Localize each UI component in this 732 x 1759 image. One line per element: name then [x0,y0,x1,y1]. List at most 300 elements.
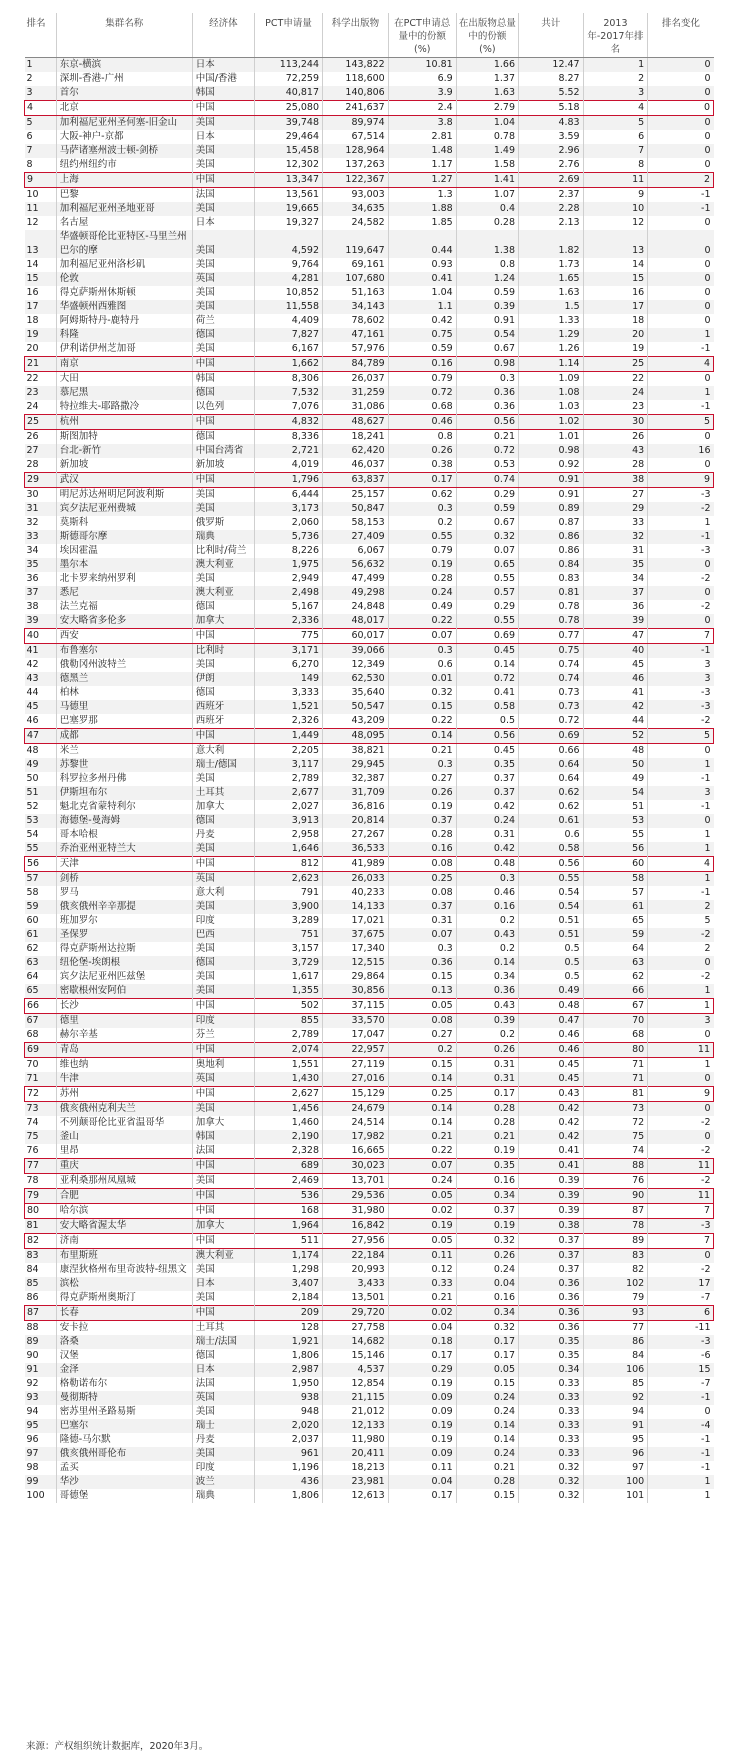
rank-change-cell: -2 [648,572,714,586]
rank-cell: 71 [25,1072,57,1087]
publication-share-cell: 2.79 [456,100,518,115]
rank-cell: 54 [25,828,57,842]
publication-share-cell: 0.26 [456,1248,518,1263]
publication-share-cell: 0.28 [456,1101,518,1116]
rank-cell: 98 [25,1461,57,1475]
prior-rank-cell: 81 [583,1086,648,1101]
economy-cell: 德国 [192,1349,254,1363]
rank-change-cell: 0 [648,956,714,970]
economy-cell: 瑞士/德国 [192,758,254,772]
rank-cell: 35 [25,558,57,572]
total-cell: 0.58 [519,842,584,857]
economy-cell: 美国 [192,202,254,216]
prior-rank-cell: 30 [583,414,648,429]
prior-rank-cell: 26 [583,429,648,444]
table-row [25,144,714,158]
rank-change-cell: 1 [648,984,714,999]
rank-change-cell: 5 [648,914,714,928]
rank-cell: 67 [25,1013,57,1028]
cluster-name-cell: 加利福尼亚州圣何塞-旧金山 [56,115,192,130]
publication-share-cell: 0.35 [456,1158,518,1173]
pct-applications-cell: 209 [255,1305,323,1320]
rank-cell: 86 [25,1291,57,1306]
publications-cell: 12,349 [323,658,389,672]
rank-change-cell: 0 [648,558,714,572]
publications-cell: 21,012 [323,1405,389,1419]
publications-cell: 14,682 [323,1335,389,1349]
pct-applications-cell: 1,456 [255,1101,323,1116]
rank-cell: 77 [25,1158,57,1173]
table-row [25,886,714,900]
rank-cell: 68 [25,1028,57,1043]
table-row [25,530,714,544]
publications-cell: 17,340 [323,942,389,956]
total-cell: 0.32 [519,1461,584,1475]
table-row [25,786,714,800]
pct-share-cell: 1.48 [388,144,456,158]
publications-cell: 137,263 [323,158,389,173]
prior-rank-cell: 80 [583,1042,648,1057]
table-row [25,628,714,643]
economy-cell: 美国 [192,158,254,173]
economy-cell: 中国 [192,1042,254,1057]
table-row [25,558,714,572]
cluster-name-cell: 加利福尼亚州圣地亚哥 [56,202,192,216]
prior-rank-cell: 46 [583,672,648,686]
rank-cell: 100 [25,1489,57,1503]
publications-cell: 67,514 [323,130,389,144]
pct-share-cell: 0.28 [388,828,456,842]
publications-cell: 14,133 [323,900,389,914]
cluster-name-cell: 大阪-神户-京都 [56,130,192,144]
total-cell: 1.82 [519,230,584,258]
table-row [25,1433,714,1447]
publication-share-cell: 0.28 [456,216,518,230]
economy-cell: 中国 [192,856,254,871]
rank-change-cell: 1 [648,758,714,772]
pct-share-cell: 0.28 [388,572,456,586]
pct-applications-cell: 1,662 [255,356,323,371]
pct-applications-cell: 791 [255,886,323,900]
pct-share-cell: 0.3 [388,758,456,772]
header-cluster-name: 集群名称 [56,13,192,57]
cluster-name-cell: 华盛顿州西雅图 [56,300,192,314]
rank-cell: 95 [25,1419,57,1433]
cluster-name-cell: 新加坡 [56,458,192,473]
publications-cell: 20,411 [323,1447,389,1461]
rank-change-cell: 15 [648,1363,714,1377]
rank-cell: 72 [25,1086,57,1101]
pct-applications-cell: 2,037 [255,1433,323,1447]
prior-rank-cell: 63 [583,956,648,970]
pct-share-cell: 0.55 [388,530,456,544]
total-cell: 12.47 [519,57,584,72]
publications-cell: 31,259 [323,386,389,400]
pct-share-cell: 0.37 [388,900,456,914]
rank-change-cell: 0 [648,216,714,230]
table-row [25,700,714,714]
economy-cell: 印度 [192,914,254,928]
rank-change-cell: 0 [648,314,714,328]
cluster-name-cell: 斯德哥尔摩 [56,530,192,544]
total-cell: 0.51 [519,914,584,928]
prior-rank-cell: 84 [583,1349,648,1363]
rank-cell: 23 [25,386,57,400]
pct-applications-cell: 113,244 [255,57,323,72]
total-cell: 0.54 [519,886,584,900]
publication-share-cell: 0.21 [456,1461,518,1475]
publication-share-cell: 1.37 [456,72,518,86]
pct-share-cell: 0.01 [388,672,456,686]
rank-cell: 97 [25,1447,57,1461]
table-row [25,115,714,130]
prior-rank-cell: 94 [583,1405,648,1419]
total-cell: 1.08 [519,386,584,400]
prior-rank-cell: 55 [583,828,648,842]
economy-cell: 英国 [192,1072,254,1087]
table-row [25,328,714,342]
prior-rank-cell: 49 [583,772,648,786]
cluster-name-cell: 埃因霍温 [56,544,192,558]
table-row [25,57,714,72]
pct-applications-cell: 9,764 [255,258,323,272]
table-row [25,758,714,772]
economy-cell: 美国 [192,1447,254,1461]
pct-applications-cell: 2,623 [255,871,323,886]
pct-applications-cell: 2,469 [255,1173,323,1188]
table-row [25,1116,714,1130]
cluster-name-cell: 伦敦 [56,272,192,286]
rank-cell: 11 [25,202,57,216]
cluster-name-cell: 马德里 [56,700,192,714]
rank-change-cell: 0 [648,130,714,144]
pct-applications-cell: 4,281 [255,272,323,286]
table-row [25,1475,714,1489]
total-cell: 0.62 [519,800,584,814]
table-row [25,172,714,187]
total-cell: 0.45 [519,1072,584,1087]
prior-rank-cell: 4 [583,100,648,115]
total-cell: 0.35 [519,1349,584,1363]
rank-cell: 19 [25,328,57,342]
pct-applications-cell: 7,076 [255,400,323,415]
pct-applications-cell: 2,027 [255,800,323,814]
pct-share-cell: 0.27 [388,1028,456,1043]
publications-cell: 21,115 [323,1391,389,1405]
table-row [25,516,714,530]
pct-share-cell: 0.33 [388,1277,456,1291]
rank-change-cell: -2 [648,928,714,942]
pct-share-cell: 10.81 [388,57,456,72]
pct-share-cell: 0.62 [388,487,456,502]
rank-cell: 49 [25,758,57,772]
total-cell: 0.36 [519,1320,584,1335]
prior-rank-cell: 7 [583,144,648,158]
prior-rank-cell: 88 [583,1158,648,1173]
publication-share-cell: 0.05 [456,1363,518,1377]
table-row [25,1072,714,1087]
pct-share-cell: 0.26 [388,444,456,458]
economy-cell: 英国 [192,1391,254,1405]
pct-applications-cell: 8,336 [255,429,323,444]
table-row [25,942,714,956]
total-cell: 1.29 [519,328,584,342]
publication-share-cell: 1.63 [456,86,518,101]
economy-cell: 德国 [192,386,254,400]
prior-rank-cell: 59 [583,928,648,942]
table-row [25,1320,714,1335]
rank-cell: 45 [25,700,57,714]
pct-applications-cell: 2,326 [255,714,323,729]
table-row [25,272,714,286]
prior-rank-cell: 8 [583,158,648,173]
pct-share-cell: 0.3 [388,502,456,516]
pct-share-cell: 2.4 [388,100,456,115]
prior-rank-cell: 37 [583,586,648,600]
rank-cell: 69 [25,1042,57,1057]
table-row [25,1363,714,1377]
prior-rank-cell: 36 [583,600,648,614]
economy-cell: 加拿大 [192,800,254,814]
rank-change-cell: 1 [648,1057,714,1072]
economy-cell: 美国 [192,258,254,272]
table-row [25,400,714,415]
cluster-name-cell: 北卡罗来纳州罗利 [56,572,192,586]
prior-rank-cell: 2 [583,72,648,86]
cluster-name-cell: 宾夕法尼亚州匹兹堡 [56,970,192,984]
economy-cell: 韩国 [192,1130,254,1144]
publication-share-cell: 0.56 [456,728,518,743]
publication-share-cell: 0.19 [456,1218,518,1233]
total-cell: 0.62 [519,786,584,800]
pct-share-cell: 0.79 [388,371,456,386]
pct-applications-cell: 15,458 [255,144,323,158]
prior-rank-cell: 106 [583,1363,648,1377]
pct-share-cell: 0.24 [388,586,456,600]
pct-applications-cell: 2,074 [255,1042,323,1057]
total-cell: 4.83 [519,115,584,130]
publication-share-cell: 1.49 [456,144,518,158]
total-cell: 0.64 [519,758,584,772]
pct-applications-cell: 13,347 [255,172,323,187]
prior-rank-cell: 20 [583,328,648,342]
publication-share-cell: 0.34 [456,1305,518,1320]
rank-cell: 7 [25,144,57,158]
rank-change-cell: 0 [648,286,714,300]
pct-share-cell: 0.11 [388,1461,456,1475]
prior-rank-cell: 71 [583,1072,648,1087]
publications-cell: 36,816 [323,800,389,814]
rank-cell: 85 [25,1277,57,1291]
publication-share-cell: 0.31 [456,1057,518,1072]
prior-rank-cell: 11 [583,172,648,187]
rank-change-cell: 0 [648,743,714,758]
publication-share-cell: 0.98 [456,356,518,371]
rank-change-cell: 2 [648,900,714,914]
cluster-name-cell: 长沙 [56,998,192,1013]
publication-share-cell: 0.2 [456,914,518,928]
pct-applications-cell: 5,736 [255,530,323,544]
publications-cell: 27,956 [323,1233,389,1248]
pct-applications-cell: 938 [255,1391,323,1405]
pct-applications-cell: 1,298 [255,1263,323,1277]
total-cell: 0.46 [519,1042,584,1057]
publications-cell: 78,602 [323,314,389,328]
table-row [25,998,714,1013]
publications-cell: 31,709 [323,786,389,800]
total-cell: 2.96 [519,144,584,158]
rank-cell: 53 [25,814,57,828]
rank-change-cell: 5 [648,728,714,743]
pct-applications-cell: 812 [255,856,323,871]
pct-applications-cell: 1,449 [255,728,323,743]
total-cell: 0.91 [519,487,584,502]
publication-share-cell: 0.19 [456,1144,518,1159]
pct-share-cell: 0.41 [388,272,456,286]
table-row [25,1218,714,1233]
publications-cell: 24,848 [323,600,389,614]
rank-cell: 22 [25,371,57,386]
economy-cell: 中国 [192,998,254,1013]
total-cell: 0.36 [519,1291,584,1306]
table-row [25,487,714,502]
cluster-name-cell: 得克萨斯州奥斯汀 [56,1291,192,1306]
prior-rank-cell: 13 [583,230,648,258]
publication-share-cell: 0.69 [456,628,518,643]
prior-rank-cell: 17 [583,300,648,314]
total-cell: 2.76 [519,158,584,173]
cluster-name-cell: 科罗拉多州丹佛 [56,772,192,786]
pct-share-cell: 0.14 [388,728,456,743]
pct-share-cell: 0.26 [388,786,456,800]
pct-share-cell: 0.11 [388,1248,456,1263]
publication-share-cell: 0.36 [456,386,518,400]
pct-applications-cell: 961 [255,1447,323,1461]
publications-cell: 48,095 [323,728,389,743]
rank-change-cell: 3 [648,658,714,672]
economy-cell: 荷兰 [192,314,254,328]
rank-change-cell: -7 [648,1291,714,1306]
rank-cell: 13 [25,230,57,258]
table-row [25,1335,714,1349]
cluster-name-cell: 米兰 [56,743,192,758]
rank-cell: 48 [25,743,57,758]
rank-cell: 91 [25,1363,57,1377]
publication-share-cell: 0.45 [456,743,518,758]
total-cell: 8.27 [519,72,584,86]
pct-applications-cell: 2,184 [255,1291,323,1306]
rank-cell: 38 [25,600,57,614]
rank-cell: 16 [25,286,57,300]
table-row [25,743,714,758]
pct-applications-cell: 1,460 [255,1116,323,1130]
publications-cell: 118,600 [323,72,389,86]
total-cell: 1.63 [519,286,584,300]
economy-cell: 以色列 [192,400,254,415]
pct-applications-cell: 2,190 [255,1130,323,1144]
table-row [25,286,714,300]
pct-share-cell: 3.8 [388,115,456,130]
cluster-name-cell: 圣保罗 [56,928,192,942]
pct-applications-cell: 2,677 [255,786,323,800]
rank-cell: 83 [25,1248,57,1263]
publications-cell: 41,989 [323,856,389,871]
total-cell: 0.98 [519,444,584,458]
cluster-name-cell: 海德堡-曼海姆 [56,814,192,828]
publications-cell: 17,021 [323,914,389,928]
economy-cell: 中国 [192,1305,254,1320]
economy-cell: 日本 [192,130,254,144]
prior-rank-cell: 24 [583,386,648,400]
pct-share-cell: 0.17 [388,1489,456,1503]
table-row [25,72,714,86]
publication-share-cell: 0.24 [456,1263,518,1277]
pct-applications-cell: 19,327 [255,216,323,230]
economy-cell: 奥地利 [192,1057,254,1072]
rank-cell: 34 [25,544,57,558]
prior-rank-cell: 50 [583,758,648,772]
cluster-name-cell: 上海 [56,172,192,187]
pct-applications-cell: 8,306 [255,371,323,386]
prior-rank-cell: 28 [583,458,648,473]
pct-applications-cell: 1,355 [255,984,323,999]
rank-cell: 76 [25,1144,57,1159]
publications-cell: 27,409 [323,530,389,544]
rank-cell: 78 [25,1173,57,1188]
publications-cell: 15,129 [323,1086,389,1101]
rank-change-cell: -1 [648,800,714,814]
economy-cell: 西班牙 [192,700,254,714]
rank-change-cell: 1 [648,828,714,842]
economy-cell: 中国台湾省 [192,444,254,458]
cluster-name-cell: 剑桥 [56,871,192,886]
cluster-name-cell: 天津 [56,856,192,871]
economy-cell: 印度 [192,1461,254,1475]
economy-cell: 中国/香港 [192,72,254,86]
rank-change-cell: 1 [648,842,714,857]
rank-cell: 87 [25,1305,57,1320]
prior-rank-cell: 100 [583,1475,648,1489]
total-cell: 0.46 [519,1028,584,1043]
cluster-name-cell: 台北-新竹 [56,444,192,458]
total-cell: 3.59 [519,130,584,144]
cluster-name-cell: 俄亥俄州辛辛那提 [56,900,192,914]
total-cell: 0.41 [519,1144,584,1159]
pct-share-cell: 0.19 [388,1433,456,1447]
economy-cell: 伊朗 [192,672,254,686]
pct-share-cell: 0.59 [388,342,456,357]
publication-share-cell: 0.72 [456,672,518,686]
cluster-name-cell: 华沙 [56,1475,192,1489]
publication-share-cell: 0.29 [456,600,518,614]
rank-change-cell: 1 [648,998,714,1013]
economy-cell: 瑞典 [192,1489,254,1503]
prior-rank-cell: 34 [583,572,648,586]
cluster-name-cell: 加利福尼亚州洛杉矶 [56,258,192,272]
economy-cell: 瑞士/法国 [192,1335,254,1349]
publication-share-cell: 0.31 [456,1072,518,1087]
economy-cell: 韩国 [192,371,254,386]
publications-cell: 143,822 [323,57,389,72]
pct-share-cell: 0.09 [388,1391,456,1405]
total-cell: 1.5 [519,300,584,314]
cluster-name-cell: 科隆 [56,328,192,342]
prior-rank-cell: 1 [583,57,648,72]
rank-change-cell: 5 [648,414,714,429]
pct-applications-cell: 29,464 [255,130,323,144]
rank-cell: 37 [25,586,57,600]
pct-share-cell: 0.21 [388,1130,456,1144]
